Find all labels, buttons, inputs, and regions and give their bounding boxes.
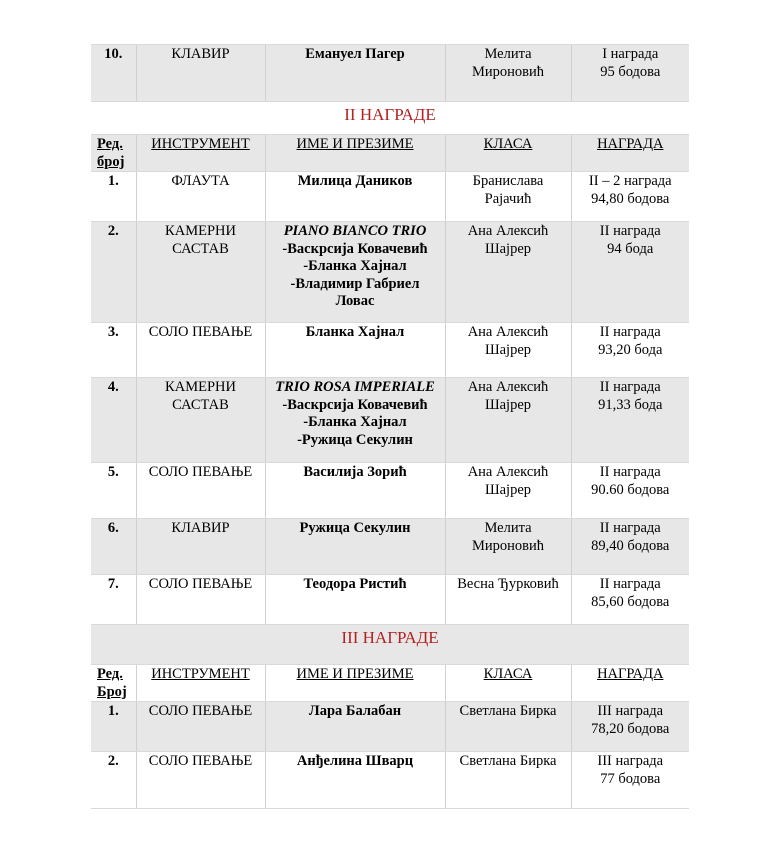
table-row [91, 575, 689, 625]
performer-cell: Лара Балабан [265, 702, 445, 752]
header-number: Ред. број [91, 135, 136, 172]
table-row [91, 519, 689, 575]
class-cell: Весна Ђурковић [445, 575, 571, 625]
table-header-row [91, 665, 689, 702]
section-title-row [91, 102, 689, 135]
section-title: II НАГРАДЕ [91, 102, 689, 135]
award-cell: II награда 94 бода [571, 222, 689, 323]
instrument-cell: СОЛО ПЕВАЊЕ [136, 323, 265, 378]
header-number: Ред. Број [91, 665, 136, 702]
award-cell: II – 2 награда 94,80 бодова [571, 172, 689, 222]
instrument-cell: КЛАВИР [136, 45, 265, 102]
class-cell: Светлана Бирка [445, 702, 571, 752]
section-title: III НАГРАДЕ [91, 625, 689, 665]
table-row [91, 463, 689, 519]
ensemble-name: TRIO ROSA IMPERIALE [275, 379, 435, 395]
table-row [91, 378, 689, 463]
performer-cell: Бланка Хајнал [265, 323, 445, 378]
header-name: ИМЕ И ПРЕЗИМЕ [265, 665, 445, 702]
header-instrument: ИНСТРУМЕНТ [136, 135, 265, 172]
table-row [91, 323, 689, 378]
award-cell: II награда 89,40 бодова [571, 519, 689, 575]
award-cell: I награда 95 бодова [571, 45, 689, 102]
performer-cell: Милица Даников [265, 172, 445, 222]
header-class: КЛАСА [445, 665, 571, 702]
instrument-cell: СОЛО ПЕВАЊЕ [136, 575, 265, 625]
class-cell: Ана Алексић Шајрер [445, 463, 571, 519]
table-row [91, 702, 689, 752]
table-row [91, 222, 689, 323]
class-cell: Ана Алексић Шајрер [445, 222, 571, 323]
class-cell: Мелита Мироновић [445, 519, 571, 575]
table-row [91, 172, 689, 222]
ensemble-name: PIANO BIANCO TRIO [283, 223, 427, 239]
row-number: 10. [91, 45, 136, 102]
class-cell: Ана Алексић Шајрер [445, 378, 571, 463]
row-number: 4. [91, 378, 136, 463]
row-number: 3. [91, 323, 136, 378]
row-number: 7. [91, 575, 136, 625]
performer-cell: Анђелина Шварц [265, 752, 445, 809]
instrument-cell: КАМЕРНИ САСТАВ [136, 222, 265, 323]
header-class: КЛАСА [445, 135, 571, 172]
instrument-cell: КАМЕРНИ САСТАВ [136, 378, 265, 463]
award-cell: II награда 91,33 бода [571, 378, 689, 463]
header-award: НАГРАДА [571, 665, 689, 702]
instrument-cell: КЛАВИР [136, 519, 265, 575]
instrument-cell: СОЛО ПЕВАЊЕ [136, 463, 265, 519]
section-title-row [91, 625, 689, 665]
instrument-cell: СОЛО ПЕВАЊЕ [136, 702, 265, 752]
table-header-row [91, 135, 689, 172]
award-cell: II награда 93,20 бода [571, 323, 689, 378]
table-row [91, 45, 689, 102]
row-number: 2. [91, 222, 136, 323]
award-cell: II награда 85,60 бодова [571, 575, 689, 625]
performer-cell: Емануел Пагер [265, 45, 445, 102]
performer-cell: Ружица Секулин [265, 519, 445, 575]
header-name: ИМЕ И ПРЕЗИМЕ [265, 135, 445, 172]
instrument-cell: ФЛАУТА [136, 172, 265, 222]
table-row [91, 752, 689, 809]
class-cell: Светлана Бирка [445, 752, 571, 809]
performer-cell: Теодора Ристић [265, 575, 445, 625]
class-cell: Ана Алексић Шајрер [445, 323, 571, 378]
header-award: НАГРАДА [571, 135, 689, 172]
award-cell: II награда 90.60 бодова [571, 463, 689, 519]
row-number: 1. [91, 702, 136, 752]
performer-cell: TRIO ROSA IMPERIALE -Васкрсија Ковачевић -Бланка Хајнал -Ружица Секулин [265, 378, 445, 463]
performer-cell: Василија Зорић [265, 463, 445, 519]
performer-cell: PIANO BIANCO TRIO -Васкрсија Ковачевић -Бланка Хајнал -Владимир Габриел Ловас [265, 222, 445, 323]
row-number: 2. [91, 752, 136, 809]
award-cell: III награда 77 бодова [571, 752, 689, 809]
header-instrument: ИНСТРУМЕНТ [136, 665, 265, 702]
row-number: 5. [91, 463, 136, 519]
instrument-cell: СОЛО ПЕВАЊЕ [136, 752, 265, 809]
row-number: 6. [91, 519, 136, 575]
class-cell: Мелита Мироновић [445, 45, 571, 102]
award-cell: III награда 78,20 бодова [571, 702, 689, 752]
row-number: 1. [91, 172, 136, 222]
results-table [91, 44, 689, 809]
class-cell: Бранислава Рајачић [445, 172, 571, 222]
